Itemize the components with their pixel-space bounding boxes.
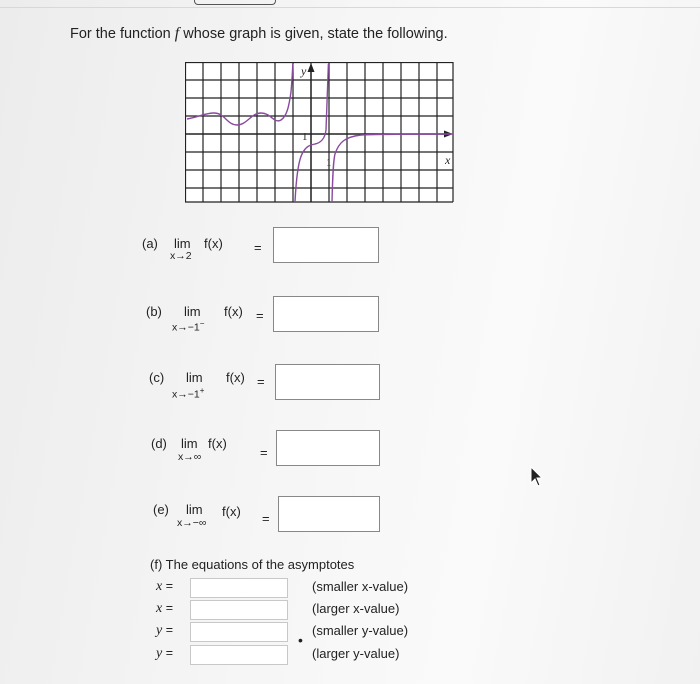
asymptotes-title: (f) The equations of the asymptotes xyxy=(150,557,355,572)
part-b-equals: = xyxy=(256,308,264,323)
part-a-equals: = xyxy=(254,240,262,255)
part-a-label: (a) xyxy=(142,236,158,251)
asymptote-row-1-var xyxy=(156,579,173,595)
top-divider xyxy=(0,7,700,8)
answer-input-a[interactable] xyxy=(273,227,379,263)
x-tick-label: 1 xyxy=(326,157,332,169)
asymptote-row-2-var xyxy=(156,601,173,617)
part-e-lim: lim xyxy=(186,502,203,517)
part-a-approach: x→2 xyxy=(170,250,192,262)
answer-input-c[interactable] xyxy=(275,364,380,400)
part-d-label: (d) xyxy=(151,436,167,451)
top-tab-button[interactable] xyxy=(194,0,276,5)
part-c-approach xyxy=(172,386,204,401)
part-c-lim: lim xyxy=(186,370,203,385)
part-d-func: f(x) xyxy=(208,436,227,451)
bullet-dot: • xyxy=(298,632,303,648)
part-d-lim: lim xyxy=(181,436,198,451)
asymptote-row-4-var-letter: y xyxy=(156,646,163,661)
part-e-label: (e) xyxy=(153,502,169,517)
part-d-equals: = xyxy=(260,445,268,460)
part-b-func: f(x) xyxy=(224,304,243,319)
part-b-approach-text: x→−1 xyxy=(172,321,200,334)
asymptote-row-3-desc: (smaller y-value) xyxy=(312,623,409,638)
part-c-approach-text: x→−1 xyxy=(172,388,200,401)
asymptote-row-4-var xyxy=(156,646,173,662)
part-b-approach xyxy=(172,319,204,334)
answer-input-d[interactable] xyxy=(276,430,380,466)
part-e-equals: = xyxy=(262,511,270,526)
y-tick-label: 1 xyxy=(302,131,308,143)
graph-background xyxy=(185,62,453,202)
x-axis-label: x xyxy=(445,153,451,167)
part-e-approach: x→−∞ xyxy=(177,517,207,529)
function-graph xyxy=(185,62,455,204)
asymptote-row-2-desc: (larger x-value) xyxy=(312,601,400,616)
asymptote-row-4-desc: (larger y-value) xyxy=(312,646,400,661)
part-a-func: f(x) xyxy=(204,236,223,251)
asymptote-input-y-larger[interactable] xyxy=(190,645,288,665)
mouse-cursor-icon xyxy=(530,466,544,488)
asymptote-row-4-equals: = xyxy=(165,646,174,660)
part-d-approach: x→∞ xyxy=(178,451,202,463)
y-axis-label: y xyxy=(301,64,307,78)
part-b-label: (b) xyxy=(146,304,162,319)
asymptote-row-1-equals: = xyxy=(165,579,174,593)
part-c-label: (c) xyxy=(149,370,165,385)
question-prefix: For the function xyxy=(70,26,171,42)
asymptote-row-3-equals: = xyxy=(165,623,174,637)
asymptote-row-1-var-letter: x xyxy=(156,579,163,594)
answer-input-b[interactable] xyxy=(273,296,379,332)
question-text xyxy=(70,25,448,43)
part-c-approach-sup: + xyxy=(199,386,205,395)
asymptote-row-3-var-letter: y xyxy=(156,623,163,638)
part-e-func: f(x) xyxy=(222,504,241,519)
asymptote-row-3-var xyxy=(156,623,173,639)
question-function-name: f xyxy=(174,25,180,42)
asymptote-row-2-equals: = xyxy=(165,601,174,615)
part-c-func: f(x) xyxy=(226,370,245,385)
part-b-lim: lim xyxy=(184,304,201,319)
asymptote-row-2-var-letter: x xyxy=(156,601,163,616)
part-c-equals: = xyxy=(257,374,265,389)
asymptote-input-y-smaller[interactable] xyxy=(190,622,288,642)
part-b-approach-sup: − xyxy=(199,319,205,328)
asymptote-row-1-desc: (smaller x-value) xyxy=(312,579,409,594)
question-suffix: whose graph is given, state the following. xyxy=(183,26,448,42)
part-a-lim: lim xyxy=(174,236,191,251)
answer-input-e[interactable] xyxy=(278,496,380,532)
asymptote-input-x-smaller[interactable] xyxy=(190,578,288,598)
asymptote-input-x-larger[interactable] xyxy=(190,600,288,620)
